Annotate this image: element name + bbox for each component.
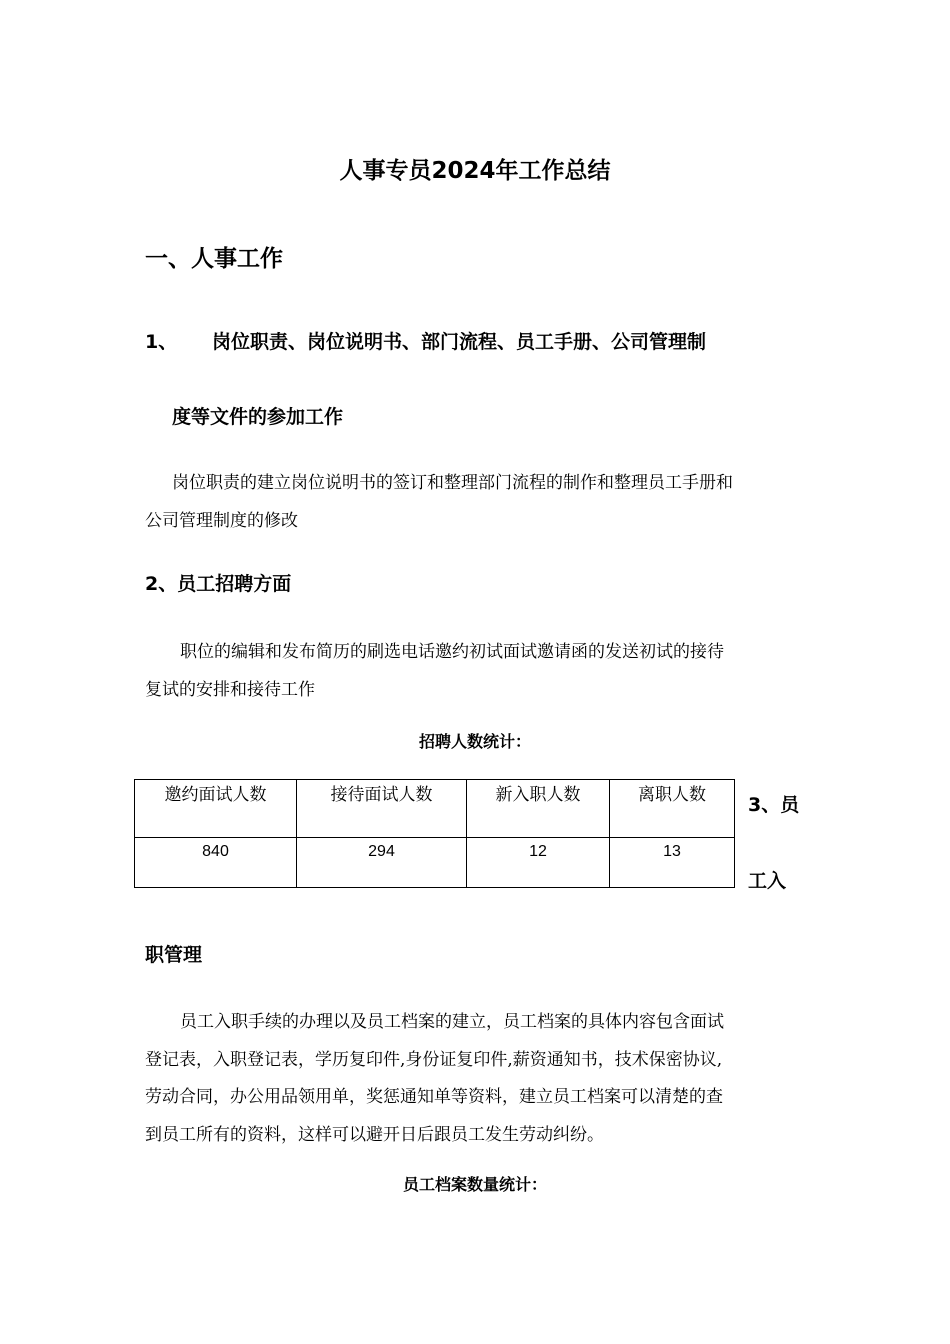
item2-body-line1: 职位的编辑和发布简历的刷选电话邀约初试面试邀请函的发送初试的接待 [180, 642, 724, 662]
item1-heading-line1: 岗位职责、岗位说明书、部门流程、员工手册、公司管理制 [212, 331, 707, 353]
archive-table-caption: 员工档案数量统计： [402, 1175, 547, 1194]
item1-body-line2: 公司管理制度的修改 [145, 511, 298, 531]
item3-heading-part3: 职管理 [145, 944, 203, 966]
item3-body-line2: 登记表，入职登记表，学历复印件,身份证复印件,薪资通知书，技术保密协议, [145, 1050, 723, 1070]
table-cell: 294 [297, 838, 467, 888]
item3-heading-part2: 工入 [748, 870, 787, 892]
table-cell: 13 [610, 838, 735, 888]
item3-body-line1: 员工入职手续的办理以及员工档案的建立，员工档案的具体内容包含面试 [180, 1012, 724, 1032]
table-header-row [135, 780, 735, 838]
recruitment-stats-table [134, 779, 735, 888]
table-cell: 840 [135, 838, 297, 888]
item3-heading-part1: 3、员 [748, 794, 800, 816]
item3-body-line3: 劳动合同，办公用品领用单，奖惩通知单等资料，建立员工档案可以清楚的查 [145, 1087, 723, 1107]
table-header-cell: 离职人数 [610, 780, 735, 838]
item2-heading: 2、员工招聘方面 [145, 573, 292, 595]
document-title: 人事专员2024年工作总结 [339, 158, 611, 184]
item3-body-line4: 到员工所有的资料，这样可以避开日后跟员工发生劳动纠纷。 [145, 1125, 604, 1145]
item2-body-line2: 复试的安排和接待工作 [145, 680, 315, 700]
item1-number: 1、 [145, 331, 178, 353]
item1-heading-line2: 度等文件的参加工作 [172, 406, 344, 428]
table-header-cell: 接待面试人数 [297, 780, 467, 838]
item1-body-line1: 岗位职责的建立岗位说明书的签订和整理部门流程的制作和整理员工手册和 [172, 473, 733, 493]
table-header-cell: 新入职人数 [467, 780, 610, 838]
table-cell: 12 [467, 838, 610, 888]
table-row [135, 838, 735, 888]
recruitment-table-caption: 招聘人数统计： [418, 732, 531, 751]
section-heading-personnel-work: 一、人事工作 [145, 246, 283, 272]
table-header-cell: 邀约面试人数 [135, 780, 297, 838]
